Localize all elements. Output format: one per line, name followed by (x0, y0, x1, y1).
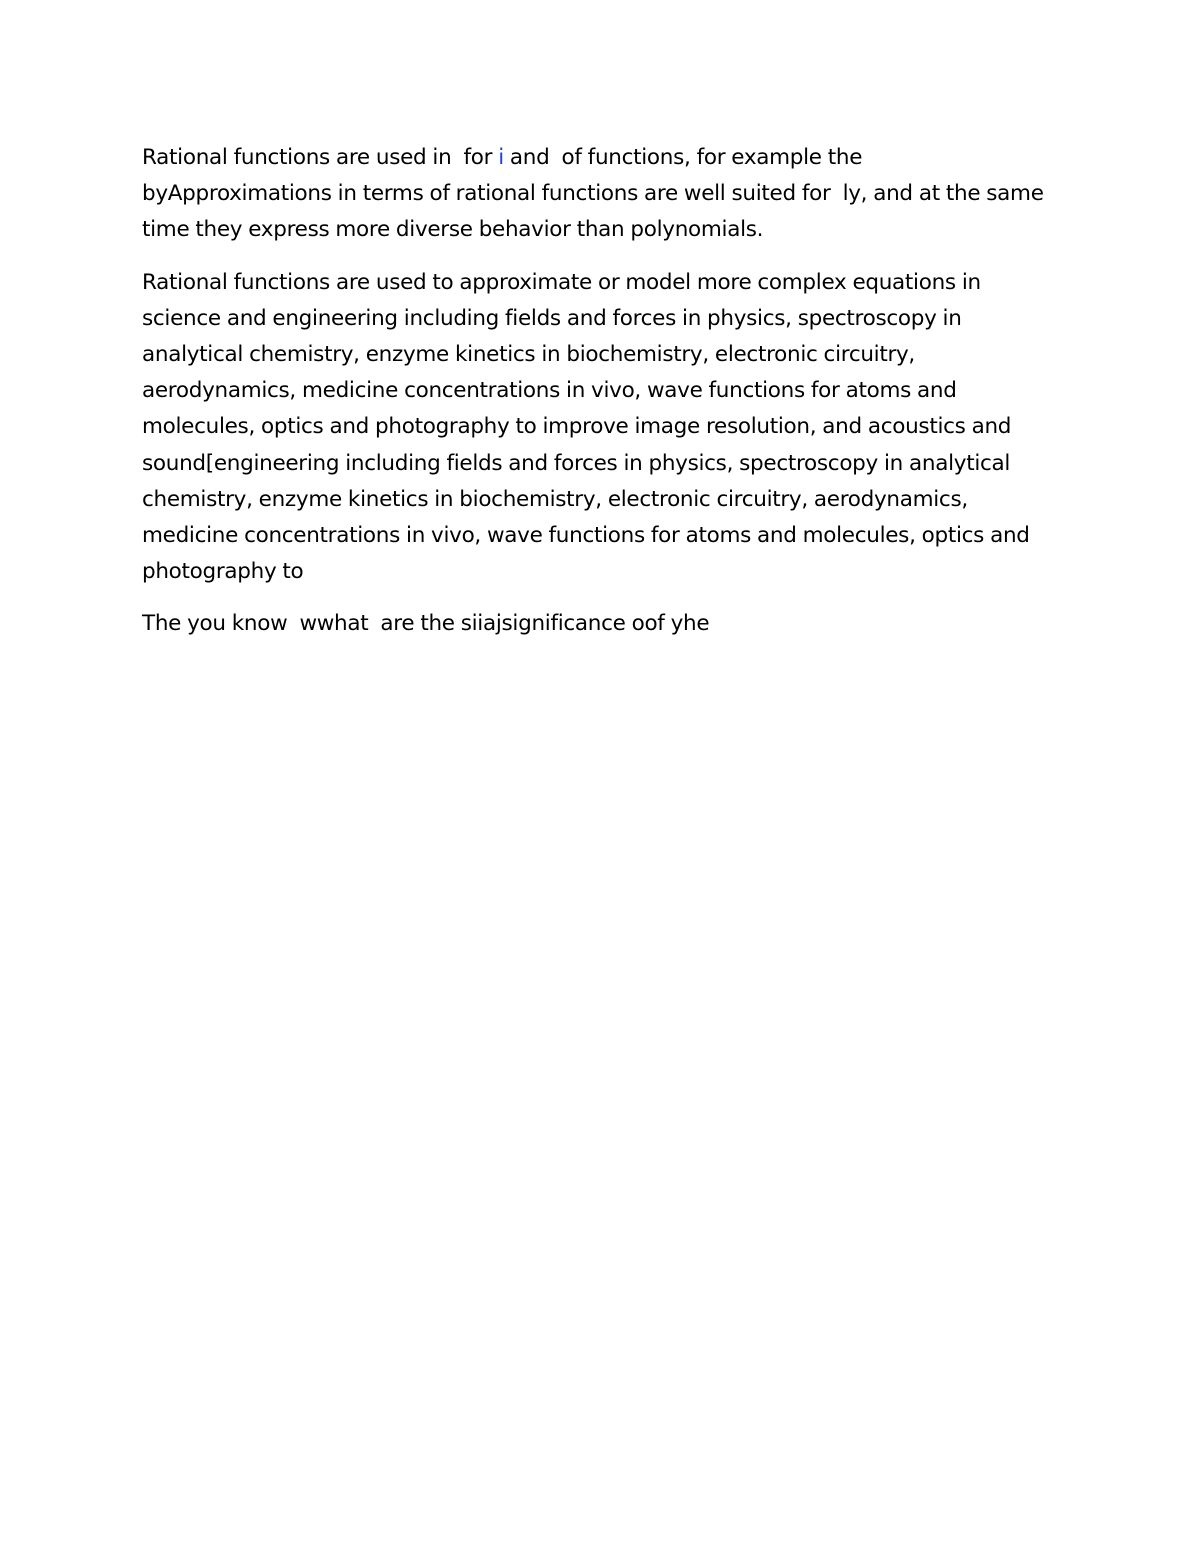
document-body (142, 140, 1050, 659)
paragraph-2 (142, 265, 1047, 591)
paragraph-1 (142, 140, 1050, 249)
paragraph-3 (142, 606, 1047, 642)
paragraph-3-text: The you know wwhat are the siiajsignificance oof yhe (142, 611, 710, 637)
paragraph-1-text-a: Rational functions are used in for (142, 145, 499, 170)
paragraph-1-text-b: and of functions, for example the byApproximations in terms of rational functions are well suited for ly, and at the same time they express more diverse behavior than polynomials. (142, 145, 1050, 243)
paragraph-1-link[interactable]: i (498, 145, 504, 170)
paragraph-2-text: Rational functions are used to approximate or model more complex equations in science and engineering including fields and forces in physics, spectroscopy in analytical chemistry, enzyme kinetics in biochemistry, electronic circuitry, aerodynamics, medicine concentrations in vivo, wave functions for atoms and molecules, optics and photography to improve image resolution, and acoustics and sound[engineering including fields and forces in physics, spectroscopy in analytical chemistry, enzyme kinetics in biochemistry, electronic circuitry, aerodynamics, medicine concentrations in vivo, wave functions for atoms and molecules, optics and photography to (142, 269, 1036, 585)
